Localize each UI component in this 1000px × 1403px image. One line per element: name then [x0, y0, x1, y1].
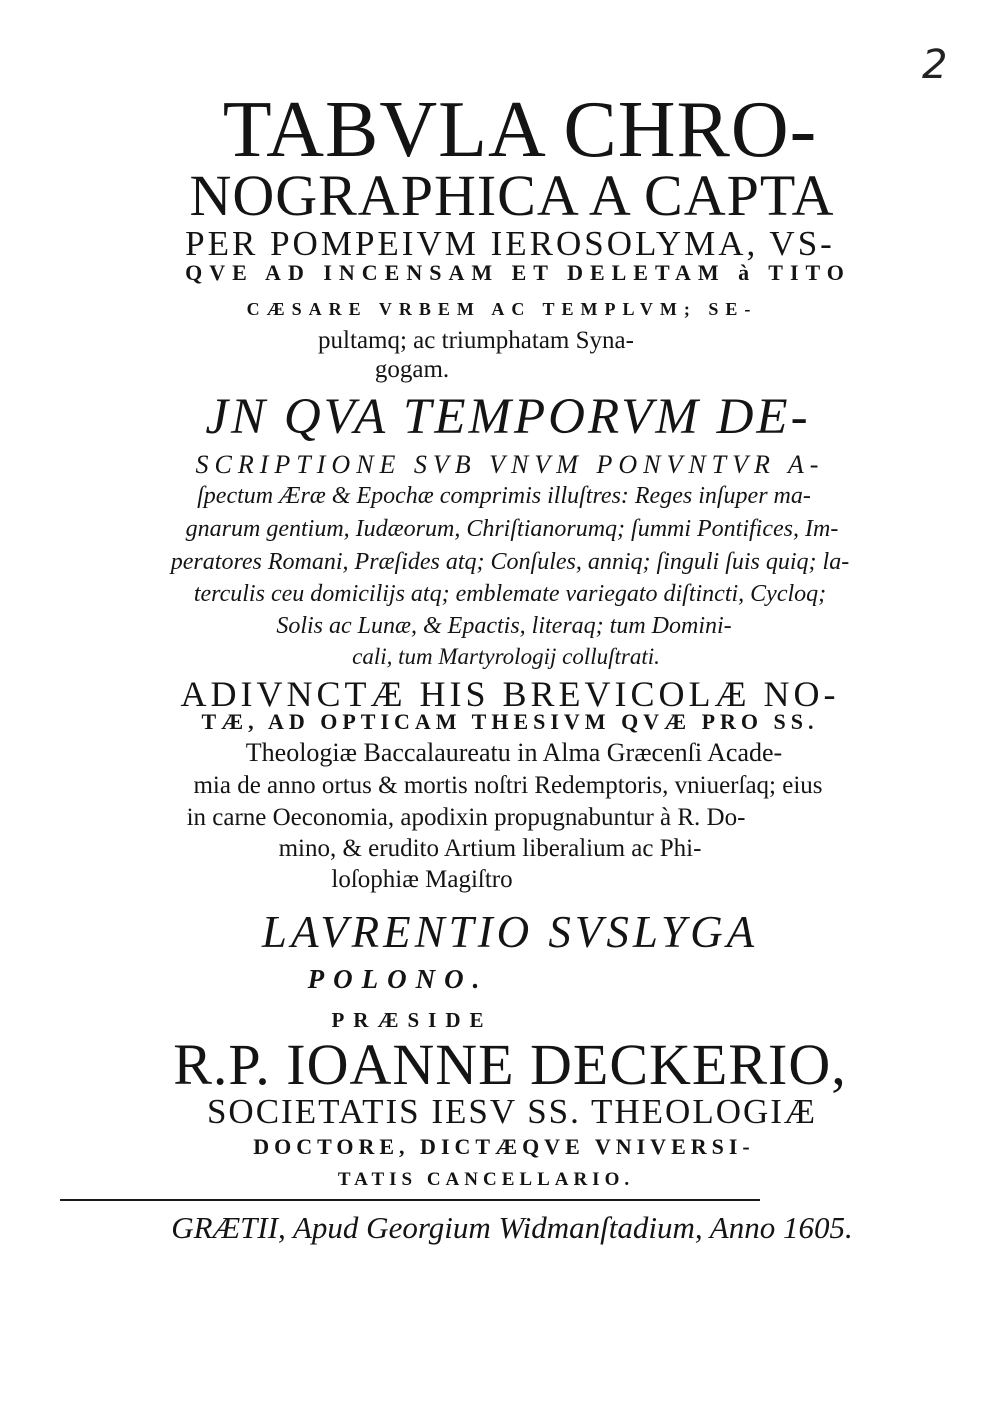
description-line-3: ſpectum Æræ & Epochæ comprimis illuſtres: Reges inſuper ma- — [197, 483, 811, 509]
title-line-7: gogam. — [374, 356, 450, 383]
title-line-5: CÆSARE VRBEM AC TEMPLVM; SE- — [246, 299, 758, 319]
thesis-line-5: in carne Oeconomia, apodixin propugnabuntur à R. Do- — [186, 804, 746, 831]
title-line-2: NOGRAPHICA A CAPTA — [189, 163, 835, 228]
praeses-line-2: DOCTORE, DICTÆQVE VNIVERSI- — [253, 1134, 755, 1159]
title-line-3: PER POMPEIVM IEROSOLYMA, VS- — [185, 224, 835, 263]
praeses-line-1: SOCIETATIS IESV SS. THEOLOGIÆ — [206, 1092, 818, 1131]
page-number: 2 — [922, 42, 948, 88]
praeses-line-3: TATIS CANCELLARIO. — [337, 1169, 635, 1190]
title-line-1: TABVLA CHRO- — [222, 86, 818, 174]
respondent-origin: POLONO. — [307, 964, 489, 994]
thesis-line-6: mino, & erudito Artium liberalium ac Phi- — [278, 835, 702, 862]
title-line-4: QVE AD INCENSAM ET DELETAM à TITO — [185, 260, 851, 285]
divider-rule — [60, 1199, 760, 1201]
description-line-6: terculis ceu domicilijs atq; emblemate variegato diſtincti, Cycloq; — [193, 581, 827, 607]
praeses-name: R.P. IOANNE DECKERIO, — [173, 1032, 847, 1097]
thesis-line-1: ADIVNCTÆ HIS BREVICOLÆ NO- — [180, 674, 840, 714]
thesis-line-2: TÆ, AD OPTICAM THESIVM QVÆ PRO SS. — [201, 709, 819, 734]
thesis-line-3: Theologiæ Baccalaureatu in Alma Græcenſi Acade- — [245, 738, 783, 767]
description-line-7: Solis ac Lunæ, & Epactis, literaq; tum Domini- — [276, 613, 732, 639]
title-line-6: pultamq; ac triumphatam Syna- — [318, 327, 634, 354]
thesis-line-4: mia de anno ortus & mortis noſtri Redemptoris, vniuerſaq; eius — [193, 772, 823, 799]
praeses-label: PRÆSIDE — [331, 1008, 493, 1032]
description-line-8: cali, tum Martyrologij colluſtrati. — [352, 644, 660, 669]
description-line-2: SCRIPTIONE SVB VNVM PONVNTVR A- — [195, 450, 825, 479]
respondent-name: LAVRENTIO SVSLYGA — [261, 907, 759, 957]
description-line-1: JN QVA TEMPORVM DE- — [205, 389, 811, 445]
description-line-4: gnarum gentium, Iudæorum, Chriſtianorumq; ſummi Pontifices, Im- — [185, 516, 839, 542]
description-line-5: peratores Romani, Præſides atq; Conſules, anniq; ſinguli ſuis quiq; la- — [170, 549, 850, 575]
imprint: GRÆTII, Apud Georgium Widmanſtadium, Anno 1605. — [171, 1210, 853, 1245]
thesis-line-7: loſophiæ Magiſtro — [331, 866, 513, 893]
